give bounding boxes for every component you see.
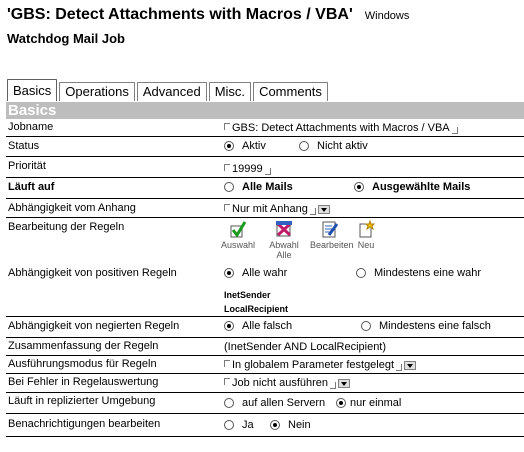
ausfuehrung-label: Ausführungsmodus für Regeln [8, 358, 157, 370]
ausfuehrung-select[interactable]: In globalem Parameter festgelegt [224, 359, 416, 371]
mindestens-eine-falsch-radio[interactable]: Mindestens eine falsch [361, 320, 491, 332]
radio-unchecked-icon [224, 398, 234, 408]
auf-allen-servern-radio[interactable]: auf allen Servern [224, 397, 325, 409]
dropdown-arrow-icon[interactable] [404, 361, 416, 370]
alle-falsch-radio[interactable]: Alle falsch [224, 320, 292, 332]
row-laeuft-auf [6, 178, 524, 199]
tab-operations[interactable]: Operations [59, 82, 135, 101]
radio-unchecked-icon [356, 268, 366, 278]
row-ausfuehrung [6, 356, 524, 374]
auswahl-button[interactable]: Auswahl [218, 220, 258, 250]
row-benachrichtigung [6, 414, 524, 437]
status-nicht-aktiv-radio[interactable]: Nicht aktiv [299, 140, 368, 152]
regeln-label: Bearbeitung der Regeln [8, 221, 125, 233]
page-title [7, 6, 409, 24]
jobname-field[interactable]: GBS: Detect Attachments with Macros / VBA [224, 122, 458, 134]
ja-radio[interactable]: Ja [224, 419, 254, 431]
status-label: Status [8, 140, 40, 152]
dropdown-arrow-icon[interactable] [318, 205, 330, 214]
radio-unchecked-icon [361, 321, 371, 331]
anhang-select[interactable]: Nur mit Anhang [224, 203, 330, 215]
bearbeiten-button[interactable]: Bearbeiten [310, 220, 350, 250]
rule-inetsender: InetSender [224, 290, 271, 300]
fehler-label: Bei Fehler in Regelauswertung [8, 376, 159, 388]
platform-label: Windows [364, 10, 410, 22]
tab-comments[interactable]: Comments [253, 82, 328, 101]
radio-checked-icon [224, 321, 234, 331]
prioritaet-label: Priorität [8, 160, 46, 172]
negiert-label: Abhängigkeit von negierten Regeln [8, 320, 180, 332]
nein-radio[interactable]: Nein [270, 419, 311, 431]
row-repliziert [6, 393, 524, 414]
neu-button[interactable]: Neu [346, 220, 386, 250]
checkmark-icon [229, 220, 247, 238]
tab-basics[interactable]: Basics [7, 79, 57, 101]
tab-bar [7, 80, 330, 101]
page-subtitle: Watchdog Mail Job [7, 31, 125, 46]
rule-localrecipient: LocalRecipient [224, 304, 289, 314]
radio-unchecked-icon [224, 420, 234, 430]
repliziert-label: Läuft in replizierter Umgebung [8, 395, 156, 407]
tab-misc[interactable]: Misc. [209, 82, 251, 101]
dropdown-arrow-icon[interactable] [338, 379, 350, 388]
row-anhang [6, 199, 524, 218]
edit-icon [321, 220, 339, 238]
laeuft-auf-label: Läuft auf [8, 181, 55, 193]
row-regeln [6, 218, 524, 264]
row-fehler [6, 374, 524, 393]
alle-mails-radio[interactable]: Alle Mails [224, 181, 293, 193]
jobname-label: Jobname [8, 121, 54, 133]
row-zusammenfassung [6, 338, 524, 356]
positiv-label: Abhängigkeit von positiven Regeln [8, 267, 177, 279]
abwahl-alle-button[interactable]: Abwahl Alle [264, 220, 304, 260]
prioritaet-field[interactable]: 19999 [224, 163, 271, 175]
status-aktiv-radio[interactable]: Aktiv [224, 140, 266, 152]
radio-checked-icon [270, 420, 280, 430]
radio-checked-icon [354, 182, 364, 192]
radio-checked-icon [224, 268, 234, 278]
radio-checked-icon [224, 141, 234, 151]
ausgewaehlte-mails-radio[interactable]: Ausgewählte Mails [354, 181, 470, 193]
radio-unchecked-icon [299, 141, 309, 151]
cross-icon [275, 220, 293, 238]
new-icon [357, 220, 375, 238]
radio-checked-icon [336, 398, 346, 408]
zusammenfassung-label: Zusammenfassung der Regeln [8, 340, 159, 352]
benachrichtigung-label: Benachrichtigungen bearbeiten [8, 418, 161, 430]
tab-advanced[interactable]: Advanced [137, 82, 207, 101]
row-prioritaet [6, 157, 524, 178]
alle-wahr-radio[interactable]: Alle wahr [224, 267, 287, 279]
row-status [6, 137, 524, 157]
anhang-label: Abhängigkeit vom Anhang [8, 202, 136, 214]
row-jobname [6, 120, 524, 137]
nur-einmal-radio[interactable]: nur einmal [336, 397, 401, 409]
row-negierte-regeln [6, 317, 524, 338]
job-title: 'GBS: Detect Attachments with Macros / VBA' [7, 6, 353, 23]
radio-unchecked-icon [224, 182, 234, 192]
fehler-select[interactable]: Job nicht ausführen [224, 377, 350, 389]
row-positive-regeln [6, 264, 524, 317]
mindestens-eine-wahr-radio[interactable]: Mindestens eine wahr [356, 267, 481, 279]
section-header: Basics [6, 102, 524, 119]
zusammenfassung-value: (InetSender AND LocalRecipient) [224, 341, 387, 353]
